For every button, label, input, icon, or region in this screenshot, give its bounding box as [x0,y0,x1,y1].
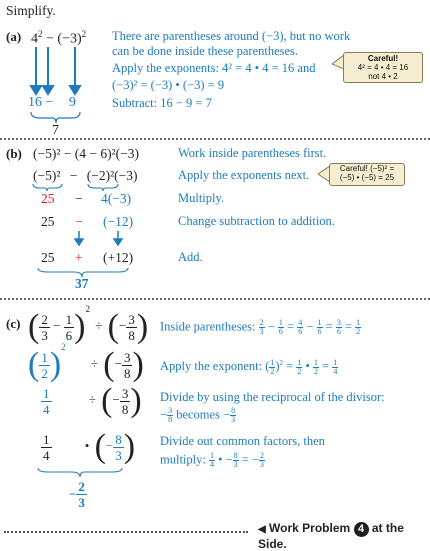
note-text: multiply: [160,452,206,467]
product-term: 4(−3) [101,191,132,206]
footer-text: at the Side. [258,521,404,551]
exponent: 2 [85,304,90,314]
note-text: Apply the exponent: [160,359,263,374]
part-c-note-3b: − $\frac{3}{8}$ becomes − $\frac{8}{3}$ [160,406,236,424]
part-b-note-4: Change subtraction to addition. [178,214,335,228]
multiply-dot: • [84,437,90,453]
sixteen: 16 [28,95,42,110]
part-b-note-1: Work inside parentheses first. [178,146,327,160]
part-c-note-3a: Divide by using the reciprocal of the divisor: [160,390,385,404]
fraction-three-eighths: $\frac{3}{8}$ [128,311,135,343]
fraction-two-thirds: $\frac{2}{3}$ [41,311,48,343]
nine: 9 [68,95,76,110]
part-c-note-2: Apply the exponent: ( $\frac{1}{2}$ )$^2$ = $\frac{1}{2}$ • $\frac{1}{2}$ = $\frac{1}{4}$ [160,357,338,376]
part-c-note-4a: Divide out common factors, then [160,434,325,448]
fraction-one-half: $\frac{1}{2}$ [41,349,48,381]
minus-sign: − [69,168,78,183]
part-c-note-1: Inside parentheses: $\frac{2}{3}$ − $\frac{1}{6}$ = $\frac{4}{6}$ − $\frac{1}{6}$ = $\frac{3}{6}$ = $\frac{1}{2}$ [160,318,361,336]
part-c-note-4b: multiply: $\frac{1}{4}$ • − $\frac{8}{3}$ = − $\frac{2}{3}$ [160,451,265,469]
note-text: Inside parentheses: [160,319,256,334]
part-a-note-2: can be done inside these parentheses. [112,44,299,58]
part-c-row-2: ( $\frac{1}{2}$ )$^2$ ÷ (− $\frac{3}{8}$ ) [28,342,144,384]
part-a-note-1: There are parentheses around (−3), but no work [112,29,351,43]
fraction-one-sixth: $\frac{1}{6}$ [65,311,73,343]
part-b-label: (b) [6,146,22,161]
part-a-final: 7 [52,123,59,138]
minus-sign: − [118,318,127,333]
part-b-line-1: (−5)² − (4 − 6)²(−3) [33,146,140,161]
minus-sign: − [53,318,61,333]
twenty-five: 25 [41,214,55,229]
negative-three: (−3) [57,31,82,47]
divide-sign: ÷ [95,318,103,333]
part-b-note-2: Apply the exponents next. [178,168,310,182]
minus-sign: − [75,214,83,229]
exponent: 2 [81,29,87,39]
fraction-one-quarter: $\frac{1}{4}$ [43,385,50,417]
part-c-row-1: ( $\frac{2}{3}$ − $\frac{1}{6}$ )$^2$ ÷ (− $\frac{3}{8}$ ) [28,304,149,346]
minus-sign: − [45,95,54,110]
plus-sign: + [75,250,83,265]
part-c-row-3: $\frac{1}{4}$ ÷ (− $\frac{3}{8}$ ) [43,382,142,419]
part-b-final: 37 [75,276,89,291]
twenty-five: 25 [41,250,55,265]
minus-sign: − [114,356,122,371]
left-arrow-icon: ◀ [258,524,266,535]
minus-sign: − [69,486,77,502]
minus-sign: − [46,31,54,47]
minus-sign: − [105,437,114,453]
divide-sign: ÷ [88,391,96,407]
callout-title: Careful! [367,54,399,63]
minus-sign: − [75,191,83,206]
part-a-note-4: (−3)² = (−3) • (−3) = 9 [112,78,225,92]
callout-line: not 4 • 2 [368,72,398,81]
callout-line: Careful! (−5)² = [339,164,395,173]
fraction-eight-thirds: $\frac{8}{3}$ [115,431,122,463]
minus-sign: − [112,391,120,407]
fraction-one-quarter: $\frac{1}{4}$ [43,431,50,463]
fraction-three-eighths: $\frac{3}{8}$ [121,385,129,417]
careful-callout-b [329,163,405,186]
negative-twelve: (−12) [103,214,134,229]
part-a-note-5: Subtract: 16 − 9 = 7 [112,96,212,110]
note-text: becomes [176,407,220,422]
callout-line: (−5) • (−5) = 25 [339,173,395,182]
footer-text: Work Problem [269,521,351,535]
footer-divider [4,531,248,533]
fraction-two-thirds: $\frac{2}{3}$ [78,479,85,510]
part-a-note-3: Apply the exponents: 4² = 4 • 4 = 16 and [112,61,316,75]
twenty-five: 25 [41,191,55,206]
exponent: 2 [38,29,43,39]
fraction-three-eighths: $\frac{3}{8}$ [123,349,131,381]
part-c-row-4: $\frac{1}{4}$ • (− $\frac{8}{3}$ ) [43,428,136,465]
careful-callout-a [343,52,423,83]
exponent: 2 [61,342,66,352]
term: (−2)²(−3) [86,168,138,183]
part-c-label: (c) [6,316,21,331]
part-c-final [69,480,87,509]
positive-twelve: (+12) [103,250,134,265]
part-b-note-3: Multiply. [178,191,225,205]
part-a-label: (a) [6,29,22,44]
work-problem-link[interactable] [258,521,430,551]
problem-number-badge: 4 [354,522,369,537]
part-c-underbrace [0,0,160,490]
callout-line: 4² = 4 • 4 = 16 [357,63,409,72]
base-four: 4 [31,31,38,47]
heading: Simplify. [6,3,56,18]
divide-sign: ÷ [90,356,99,371]
term: (−5)² [33,168,61,183]
part-b-note-5: Add. [178,250,203,264]
